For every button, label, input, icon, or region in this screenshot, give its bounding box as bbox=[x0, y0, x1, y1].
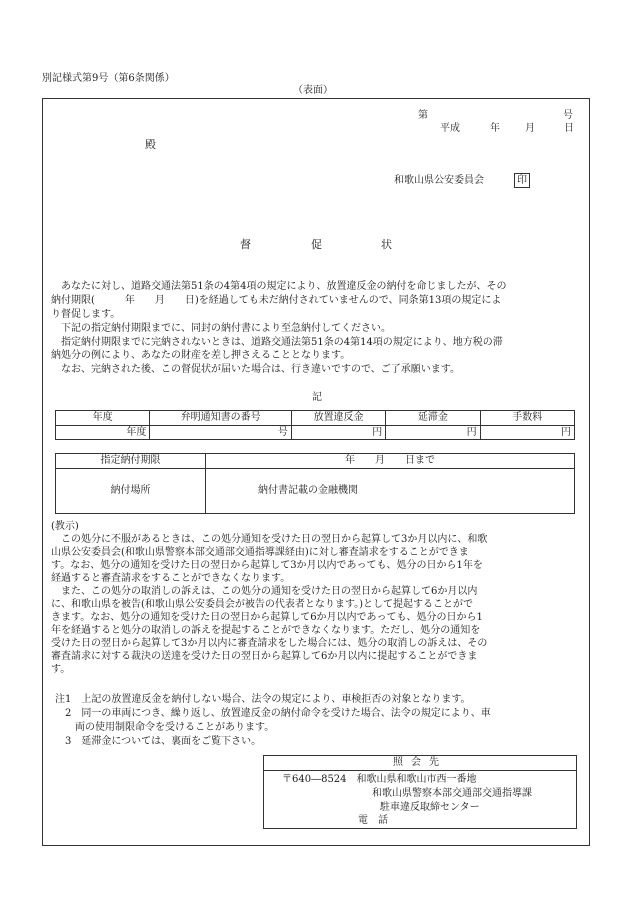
date-year: 年 bbox=[490, 123, 500, 134]
body-p3-line1: 指定納付期限までに完納されないときは、道路交通法第51条の4第14項の規定により、地方税の滞 bbox=[61, 337, 503, 348]
fee-table bbox=[55, 410, 575, 440]
payment-place-label: 納付場所 bbox=[56, 468, 206, 513]
body-p1-line3: り督促します。 bbox=[51, 309, 121, 320]
table-row bbox=[56, 454, 575, 469]
contact-dept: 和歌山県警察本部交通部交通指導課 bbox=[372, 788, 532, 799]
title-char-2: 促 bbox=[311, 238, 322, 251]
seal-mark: 印 bbox=[514, 173, 530, 188]
notice-line: 経過すると審査請求をすることができなくなります。 bbox=[51, 573, 291, 584]
addressee-suffix: 殿 bbox=[145, 138, 156, 151]
contact-phone-label: 電 話 bbox=[358, 815, 388, 826]
title-char-1: 督 bbox=[240, 238, 251, 251]
notice-heading: (教示) bbox=[51, 521, 79, 532]
fee-header-year: 年度 bbox=[56, 411, 150, 426]
body-p2: 下記の指定納付期限までに、同封の納付書により至急納付してください。 bbox=[61, 323, 391, 334]
fee-unit-year: 年度 bbox=[56, 425, 150, 440]
note-line: 2 同一の車両につき、繰り返し、放置違反金の納付命令を受けた場合、法令の規定により、車 bbox=[55, 708, 491, 719]
fee-header-penalty: 放置違反金 bbox=[291, 411, 385, 426]
date-month: 月 bbox=[525, 123, 535, 134]
notice-line: きます。なお、処分の通知を受けた日の翌日から起算して6か月以内であっても、処分の日から1 bbox=[51, 612, 483, 623]
ki-heading: 記 bbox=[312, 392, 322, 403]
fee-header-late-fee: 延滞金 bbox=[386, 411, 480, 426]
contact-box bbox=[263, 755, 577, 829]
doc-number-go: 号 bbox=[563, 110, 573, 121]
title-char-3: 状 bbox=[381, 238, 392, 251]
body-p1-line1: あなたに対し、道路交通法第51条の4第4項の規定により、放置違反金の納付を命じましたが、その bbox=[61, 281, 507, 292]
notice-line: この処分に不服があるときは、この処分通知を受けた日の翌日から起算して3か月以内に、和歌 bbox=[51, 534, 488, 545]
side-label: （表面） bbox=[293, 85, 333, 96]
notice-line: 山県公安委員会(和歌山県警察本部交通部交通指導課経由)に対し審査請求をすることができま bbox=[51, 547, 469, 558]
notice-line: 審査請求に対する裁決の送達を受けた日の翌日から起算して6か月以内に提起することができま bbox=[51, 651, 478, 662]
note-line: 両の使用制限命令を受けることがあります。 bbox=[55, 722, 275, 733]
notice-line: また、この処分の取消しの訴えは、この処分の通知を受けた日の翌日から起算して6か月以内 bbox=[51, 586, 478, 597]
notice-line: に、和歌山県を被告(和歌山県公安委員会が被告の代表者となります。)として提起することがで bbox=[51, 599, 474, 610]
body-p1-line2: 納付期限( 年 月 日)を経過しても未だ納付されていませんので、同条第13項の規定によ bbox=[51, 295, 502, 306]
date-day: 日 bbox=[564, 123, 574, 134]
contact-center: 駐車違反取締センター bbox=[380, 802, 480, 813]
doc-number-dai: 第 bbox=[418, 110, 428, 121]
deadline-value: 年 月 日まで bbox=[206, 454, 575, 469]
fee-header-handling-fee: 手数料 bbox=[480, 411, 574, 426]
notice-line: 年を経過すると処分の取消しの訴えを提起することができなくなります。ただし、処分の通知を bbox=[51, 625, 481, 636]
fee-header-notice-number: 弁明通知書の番号 bbox=[150, 411, 292, 426]
fee-unit-handling-fee: 円 bbox=[480, 425, 574, 440]
table-row bbox=[56, 468, 575, 513]
contact-heading: 照会先 bbox=[264, 756, 576, 771]
payment-place-value: 納付書記載の金融機関 bbox=[206, 468, 575, 513]
deadline-label: 指定納付期限 bbox=[56, 454, 206, 469]
payment-table bbox=[55, 453, 575, 514]
fee-unit-penalty: 円 bbox=[291, 425, 385, 440]
table-row bbox=[56, 411, 575, 426]
contact-postal: 〒640―8524 和歌山県和歌山市西一番地 bbox=[282, 774, 477, 785]
body-p4: なお、完納された後、この督促状が届いた場合は、行き違いですので、ご了承願います。 bbox=[61, 364, 460, 375]
issuer-name: 和歌山県公安委員会 bbox=[394, 175, 484, 186]
body-p3-line2: 納処分の例により、あなたの財産を差し押さえることとなります。 bbox=[51, 350, 351, 361]
table-row bbox=[56, 425, 575, 440]
issuer bbox=[394, 173, 530, 188]
notice-line: す。 bbox=[51, 664, 71, 675]
note-line: 注1 上記の放置違反金を納付しない場合、法令の規定により、車検拒否の対象となります。 bbox=[55, 694, 471, 705]
notice-line: す。なお、処分の通知を受けた日の翌日から起算して3か月以内であっても、処分の日から1年を bbox=[51, 560, 483, 571]
form-label: 別記様式第9号（第6条関係） bbox=[42, 73, 175, 84]
fee-unit-late-fee: 円 bbox=[386, 425, 480, 440]
notice-line: 受けた日の翌日から起算して3か月以内に審査請求をした場合には、処分の取消しの訴えは、その bbox=[51, 638, 488, 649]
date-era: 平成 bbox=[440, 123, 460, 134]
note-line: 3 延滞金については、裏面をご覧下さい。 bbox=[55, 736, 262, 747]
fee-unit-number: 号 bbox=[150, 425, 292, 440]
